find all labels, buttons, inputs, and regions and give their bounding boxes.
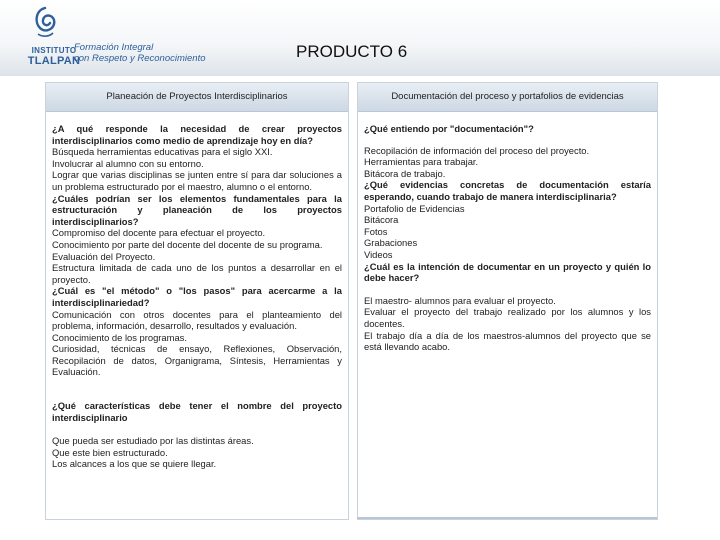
page-title: PRODUCTO 6 (296, 42, 408, 61)
header-bar (0, 0, 720, 76)
answer: Estructura limitada de cada uno de los puntos a desarrollar en el proyecto. (52, 262, 342, 285)
question: ¿Cuál es "el método" o "los pasos" para acercarme a la interdisciplinariedad? (52, 285, 342, 308)
answer: Lograr que varias disciplinas se junten entre sí para dar soluciones a un problema estructurado por el maestro, alumno o el entorno. (52, 169, 342, 192)
right-column-body (364, 123, 651, 353)
right-column (357, 82, 658, 520)
divider (357, 517, 657, 519)
answer: Recopilación de información del proceso del proyecto. (364, 144, 590, 156)
answer: Portafolio de Evidencias (364, 202, 465, 214)
answer: Que pueda ser estudiado por las distintas áreas. (52, 435, 254, 447)
spiral-logo-icon (30, 6, 60, 42)
answer: Bitácora de trabajo. (364, 167, 446, 179)
answer: Bitácora (364, 214, 399, 226)
right-column-header: Documentación del proceso y portafolios de evidencias (358, 83, 657, 112)
answer: Evaluar el proyecto del trabajo realizado por los alumnos y los docentes. (364, 306, 651, 329)
question: ¿Cuáles podrían ser los elementos fundamentales para la estructuración y planeación de los proyectos interdisciplinarios? (52, 192, 342, 227)
answer: Involucrar al alumno con su entorno. (52, 157, 204, 169)
answer: Curiosidad, técnicas de ensayo, Reflexiones, Observación, Recopilación de datos, Organigrama, Síntesis, Herramientas y Evaluación. (52, 343, 342, 378)
answer: Compromiso del docente para efectuar el proyecto. (52, 227, 266, 239)
left-column (45, 82, 349, 520)
answer: El maestro- alumnos para evaluar el proyecto. (364, 294, 556, 306)
question: ¿Qué evidencias concretas de documentación estaría esperando, cuando trabajo de manera interdisciplinaria? (364, 179, 651, 202)
answer: Herramientas para trabajar. (364, 156, 479, 168)
tagline-line1: Formación Integral (74, 42, 154, 53)
answer: Grabaciones (364, 237, 418, 249)
answer: Videos (364, 248, 393, 260)
answer: Que este bien estructurado. (52, 446, 168, 458)
answer: Comunicación con otros docentes para el planteamiento del problema, información, desarrollo, resultados y evaluación. (52, 308, 342, 332)
answer: Conocimiento por parte del docente del docente de su programa. (52, 238, 323, 250)
tagline-line2: con Respeto y Reconocimiento (74, 53, 206, 64)
institution-logo (14, 6, 81, 68)
question: ¿Qué entiendo por "documentación"? (364, 123, 534, 134)
answer: Fotos (364, 225, 388, 237)
answer: Evaluación del Proyecto. (52, 250, 156, 262)
question: ¿Cuál es la intención de documentar en un proyecto y quién lo debe hacer? (364, 260, 651, 284)
tagline (74, 42, 206, 64)
answer: Búsqueda herramientas educativas para el siglo XXI. (52, 146, 273, 158)
left-column-header: Planeación de Proyectos Interdisciplinarios (46, 83, 348, 112)
institution-line1: INSTITUTO (31, 46, 77, 55)
answer: El trabajo día a día de los maestros-alumnos del proyecto que se está llevando acabo. (364, 329, 651, 353)
answer: Los alcances a los que se quiere llegar. (52, 458, 217, 470)
left-column-body (52, 123, 342, 470)
institution-line2: TLALPAN (27, 55, 81, 67)
question: ¿A qué responde la necesidad de crear proyectos interdisciplinarios como medio de aprendizaje hoy en día? (52, 123, 342, 146)
answer: Conocimiento de los programas. (52, 331, 187, 343)
question: ¿Qué características debe tener el nombre del proyecto interdisciplinario (52, 400, 342, 423)
